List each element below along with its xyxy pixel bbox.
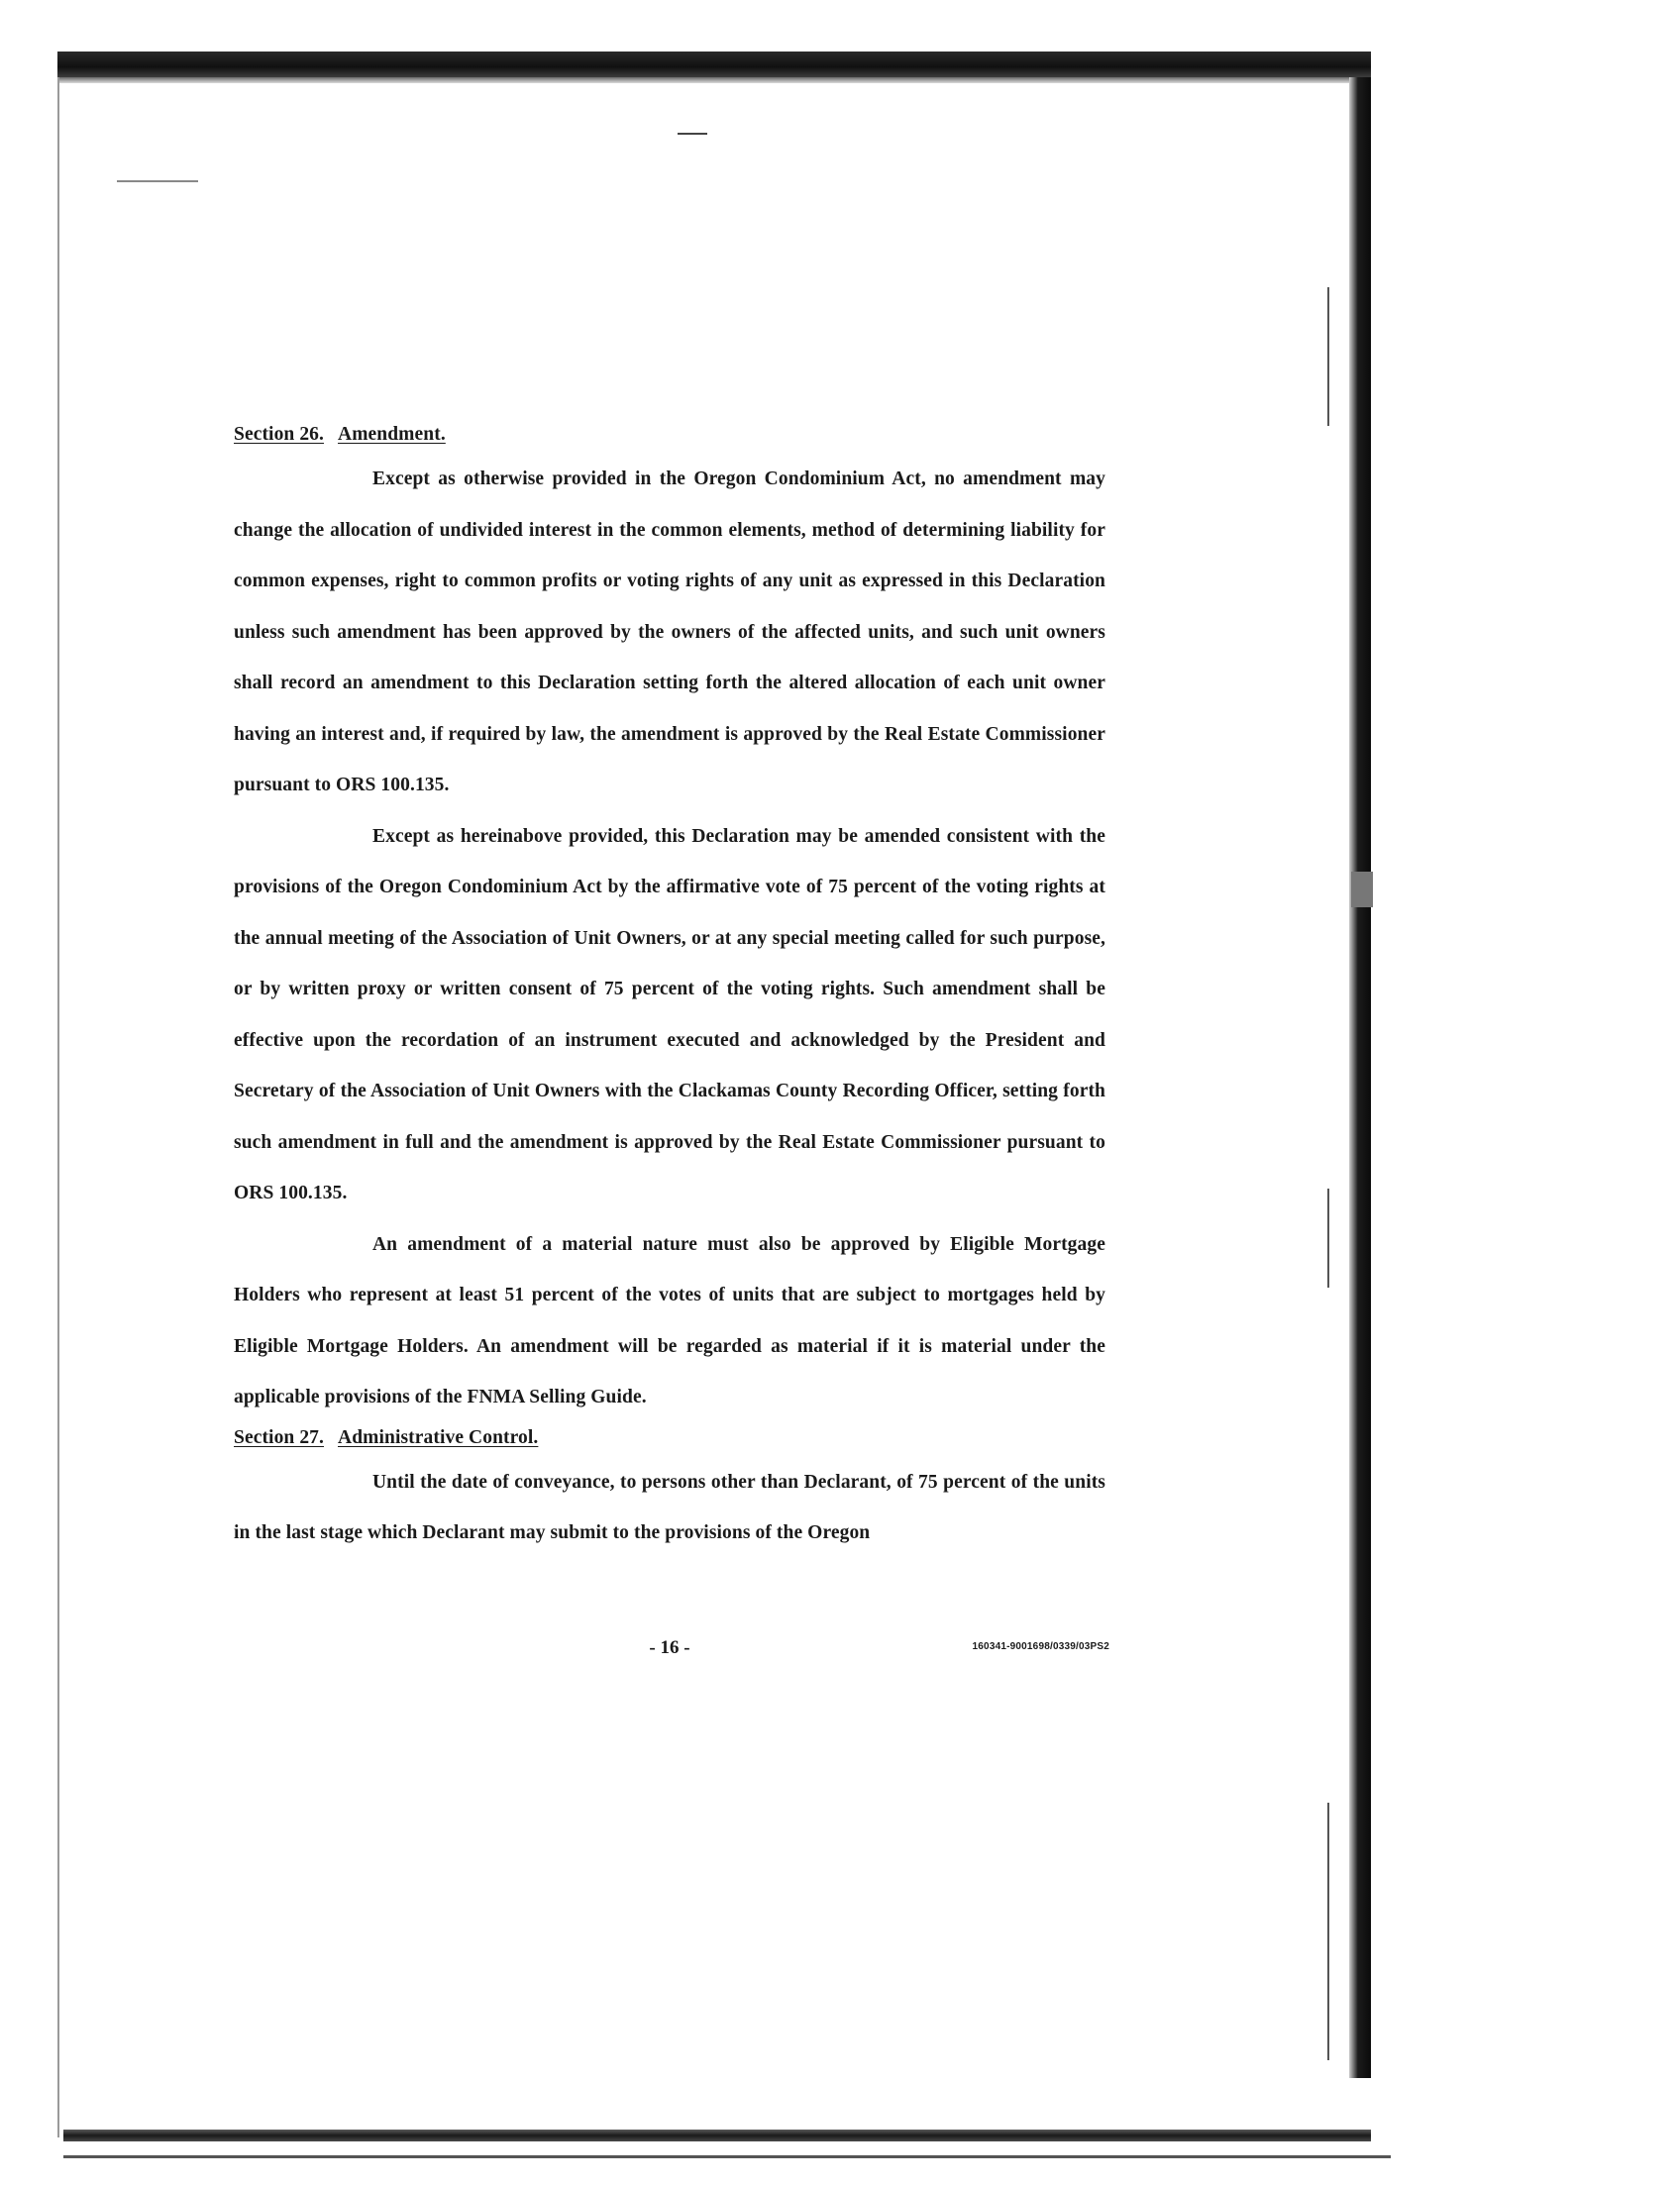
section-number: Section 26. [234,424,325,445]
scan-speck [678,133,707,135]
scan-speck [117,180,198,182]
scan-margin-mark [1327,1189,1329,1288]
scan-border-right [1349,77,1371,2078]
paragraph: Except as hereinabove provided, this Declaration may be amended consistent with the provisions of the Oregon Condominium Act by the affirmative vote of 75 percent of the voting rights at the annual meeting of the Association of Unit Owners, or at any special meeting called for such purpose, or by written proxy or written consent of 75 percent of the voting rights. Such amendment shall be effective upon the recordation of an instrument executed and acknowledged by the President and Secretary of the Association of Unit Owners with the Clackamas County Recording Officer, setting forth such amendment in full and the amendment is approved by the Real Estate Commissioner pursuant to ORS 100.135. [234,825,1105,1203]
paragraph: Until the date of conveyance, to persons other than Declarant, of 75 percent of the units in the last stage which Declarant may submit to the provisions of the Oregon [234,1471,1105,1543]
scan-border-top [57,52,1371,77]
section-title: Amendment. [338,424,446,445]
paragraph: Except as otherwise provided in the Oregon Condominium Act, no amendment may change the allocation of undivided interest in the common elements, method of determining liability for common expenses, right to common profits or voting rights of any unit as expressed in this Declaration unless such amendment has been approved by the owners of the affected units, and such unit owners shall record an amendment to this Declaration setting forth the altered allocation of each unit owner having an interest and, if required by law, the amendment is approved by the Real Estate Commissioner pursuant to ORS 100.135. [234,469,1105,795]
scan-edge-bottom [63,2155,1391,2158]
section-title: Administrative Control. [338,1426,539,1448]
scan-margin-mark [1327,287,1329,426]
page-footer [234,1637,1109,1667]
paragraph: An amendment of a material nature must also be approved by Eligible Mortgage Holders who represent at least 51 percent of the votes of units that are subject to mortgages held by Eligible Mortgage Holders. An amendment will be regarded as material if it is material under the applicable provisions of the FNMA Selling Guide. [234,1233,1105,1407]
scan-speck [1351,872,1373,907]
section-heading [234,1423,1105,1453]
scan-border-left [57,77,59,2137]
document-code: 160341-9001698/0339/03PS2 [972,1641,1109,1652]
scan-margin-mark [1327,1803,1329,2060]
page-number: - 16 - [649,1637,690,1658]
section-number: Section 27. [234,1426,325,1448]
page-body [234,420,1105,1559]
scan-border-bottom [63,2130,1371,2141]
scan-edge-top [57,77,1371,83]
section-heading [234,420,1105,450]
